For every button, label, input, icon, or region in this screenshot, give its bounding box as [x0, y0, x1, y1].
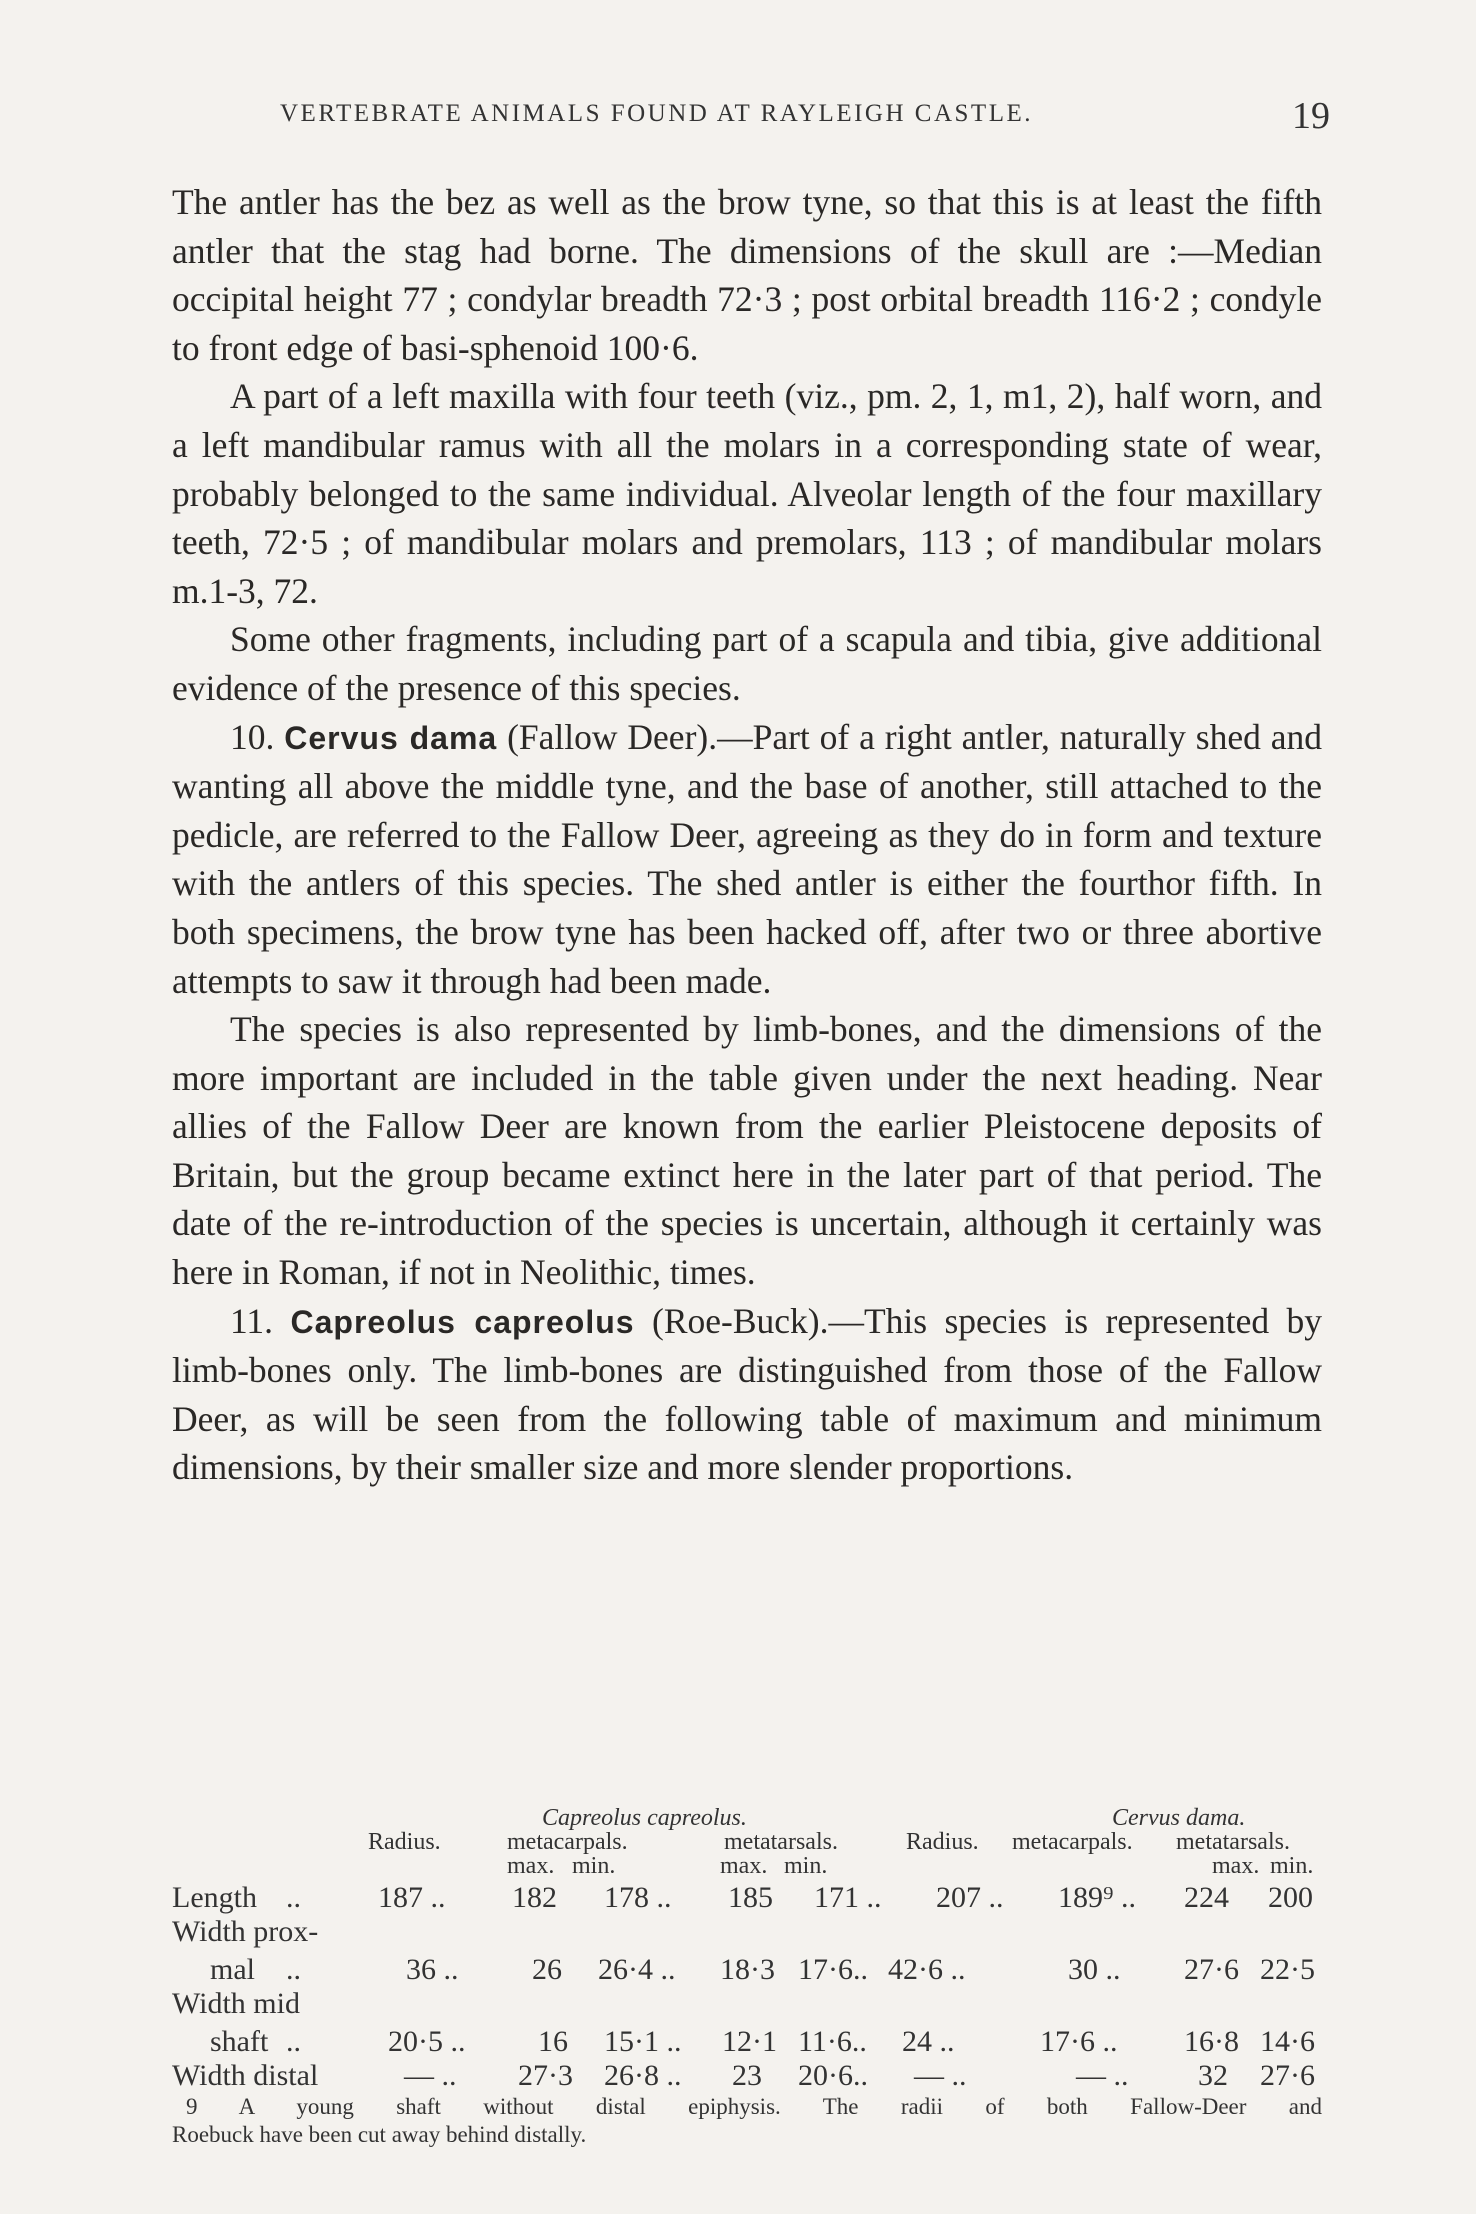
- paragraph: The species is also represented by limb-bones, and the dimensions of the more important are included in the table given under the next heading. Near allies of the Fallow Deer are known from the earlier Pleistocene deposits of Britain, but the group became extinct here in the later part of that period. The date of the re-introduction of the species is uncertain, although it certainly was here in Roman, if not in Neolithic, times.: [172, 1009, 1322, 1293]
- table-group-heading: Cervus dama.: [1112, 1805, 1246, 1831]
- table-cell: 189⁹ ..: [1058, 1881, 1136, 1914]
- table-cell: 27·3: [518, 2059, 573, 2092]
- species-name: Capreolus capreolus: [290, 1303, 635, 1340]
- table-cell: 18·3: [720, 1953, 775, 1986]
- table-cell: 200: [1268, 1881, 1313, 1914]
- row-label-dots: ..: [286, 2025, 301, 2058]
- table-cell: 178 ..: [604, 1881, 672, 1914]
- table-cell: 16: [538, 2025, 568, 2058]
- table-cell: 185: [728, 1881, 773, 1914]
- min-label: min.: [572, 1853, 616, 1879]
- footnote: [172, 2093, 1322, 2149]
- row-label: Width mid: [172, 1987, 300, 2020]
- table-cell: 171 ..: [814, 1881, 882, 1914]
- table-cell: 187 ..: [378, 1881, 446, 1914]
- running-header: [108, 95, 1330, 140]
- table-cell: 20·5 ..: [388, 2025, 466, 2058]
- table-cell: 23: [732, 2059, 762, 2092]
- paragraph-capreolus: 11. Capreolus capreolus (Roe-Buck).—This species is represented by limb-bones only. The limb-bones are distinguished from those of the Fallow Deer, as will be seen from the following table of maximum and minimum dimensions, by their smaller size and more slender proportions.: [172, 1300, 1323, 1488]
- col-head: Radius.: [368, 1829, 441, 1855]
- table-cell: 207 ..: [936, 1881, 1004, 1914]
- col-head: metacarpals.: [1012, 1829, 1133, 1855]
- row-label: shaft: [210, 2025, 269, 2058]
- table-cell: 182: [512, 1881, 557, 1914]
- table-cell: 32: [1198, 2059, 1228, 2092]
- table-cell: 15·1 ..: [604, 2025, 682, 2058]
- dimensions-table: [172, 1805, 1322, 2092]
- row-label: Width prox-: [172, 1915, 319, 1948]
- table-cell: 26·8 ..: [604, 2059, 682, 2092]
- row-label: mal: [210, 1953, 255, 1986]
- table-cell: 22·5: [1260, 1953, 1315, 1986]
- table-group-heading: Capreolus capreolus.: [542, 1805, 747, 1831]
- paragraph-cervus-dama: 10. Cervus dama (Fallow Deer).—Part of a right antler, naturally shed and wanting all above the middle tyne, and the base of another, still attached to the pedicle, are referred to the Fallow Deer, agreeing as they do in form and texture with the antlers of this species. The shed antler is either the fourthor fifth. In both specimens, the brow tyne has been hacked off, after two or three abortive attempts to saw it through had been made.: [172, 716, 1323, 1001]
- running-title: VERTEBRATE ANIMALS FOUND AT RAYLEIGH CASTLE.: [280, 100, 1033, 127]
- section-number: 10.: [230, 716, 275, 757]
- table-cell: — ..: [914, 2059, 967, 2092]
- table-cell: — ..: [404, 2059, 457, 2092]
- table-cell: — ..: [1076, 2059, 1129, 2092]
- table-cell: 17·6 ..: [1040, 2025, 1118, 2058]
- paragraph: Some other fragments, including part of a scapula and tibia, give additional evidence of the presence of this species.: [172, 619, 1322, 708]
- table-cell: 27·6: [1260, 2059, 1315, 2092]
- col-head: metatarsals.: [1176, 1829, 1290, 1855]
- table-cell: 42·6 ..: [888, 1953, 966, 1986]
- table-cell: 20·6..: [798, 2059, 868, 2092]
- max-label: max.: [507, 1853, 555, 1879]
- row-label-dots: ..: [286, 1881, 301, 1914]
- section-number: 11.: [230, 1300, 274, 1341]
- max-label: max.: [720, 1853, 768, 1879]
- row-label: Length: [172, 1881, 257, 1914]
- table-cell: 224: [1184, 1881, 1229, 1914]
- min-label: min.: [1270, 1853, 1314, 1879]
- table-cell: 12·1: [722, 2025, 777, 2058]
- species-name: Cervus dama: [284, 719, 498, 756]
- min-label: min.: [784, 1853, 828, 1879]
- max-label: max.: [1212, 1853, 1260, 1879]
- body-text: [172, 178, 1322, 1492]
- col-head: metacarpals.: [507, 1829, 628, 1855]
- page-number: 19: [1292, 95, 1330, 137]
- row-label-dots: ..: [286, 1953, 301, 1986]
- paragraph: A part of a left maxilla with four teeth (viz., pm. 2, 1, m1, 2), half worn, and a left mandibular ramus with all the molars in a corresponding state of wear, probably belonged to the same individual. Alveolar length of the four maxillary teeth, 72·5 ; of mandibular molars and premolars, 113 ; of mandibular molars m.1-3, 72.: [172, 376, 1322, 611]
- paragraph: The antler has the bez as well as the brow tyne, so that this is at least the fifth antler that the stag had borne. The dimensions of the skull are :—Median occipital height 77 ; condylar breadth 72·3 ; post orbital breadth 116·2 ; condyle to front edge of basi-sphenoid 100·6.: [172, 182, 1322, 368]
- footnote-line: Roebuck have been cut away behind distally.: [172, 2122, 587, 2147]
- table-cell: 17·6..: [798, 1953, 868, 1986]
- table-cell: 27·6: [1184, 1953, 1239, 1986]
- table-cell: 26·4 ..: [598, 1953, 676, 1986]
- table-cell: 14·6: [1260, 2025, 1315, 2058]
- footnote-line: 9 A young shaft without distal epiphysis. The radii of both Fallow-Deer and: [186, 2094, 1322, 2119]
- col-head: metatarsals.: [724, 1829, 838, 1855]
- table-cell: 16·8: [1184, 2025, 1239, 2058]
- table-cell: 26: [532, 1953, 562, 1986]
- table-cell: 11·6..: [798, 2025, 867, 2058]
- table-cell: 30 ..: [1068, 1953, 1121, 1986]
- row-label: Width distal: [172, 2059, 319, 2092]
- table-cell: 36 ..: [406, 1953, 459, 1986]
- col-head: Radius.: [906, 1829, 979, 1855]
- table-cell: 24 ..: [902, 2025, 955, 2058]
